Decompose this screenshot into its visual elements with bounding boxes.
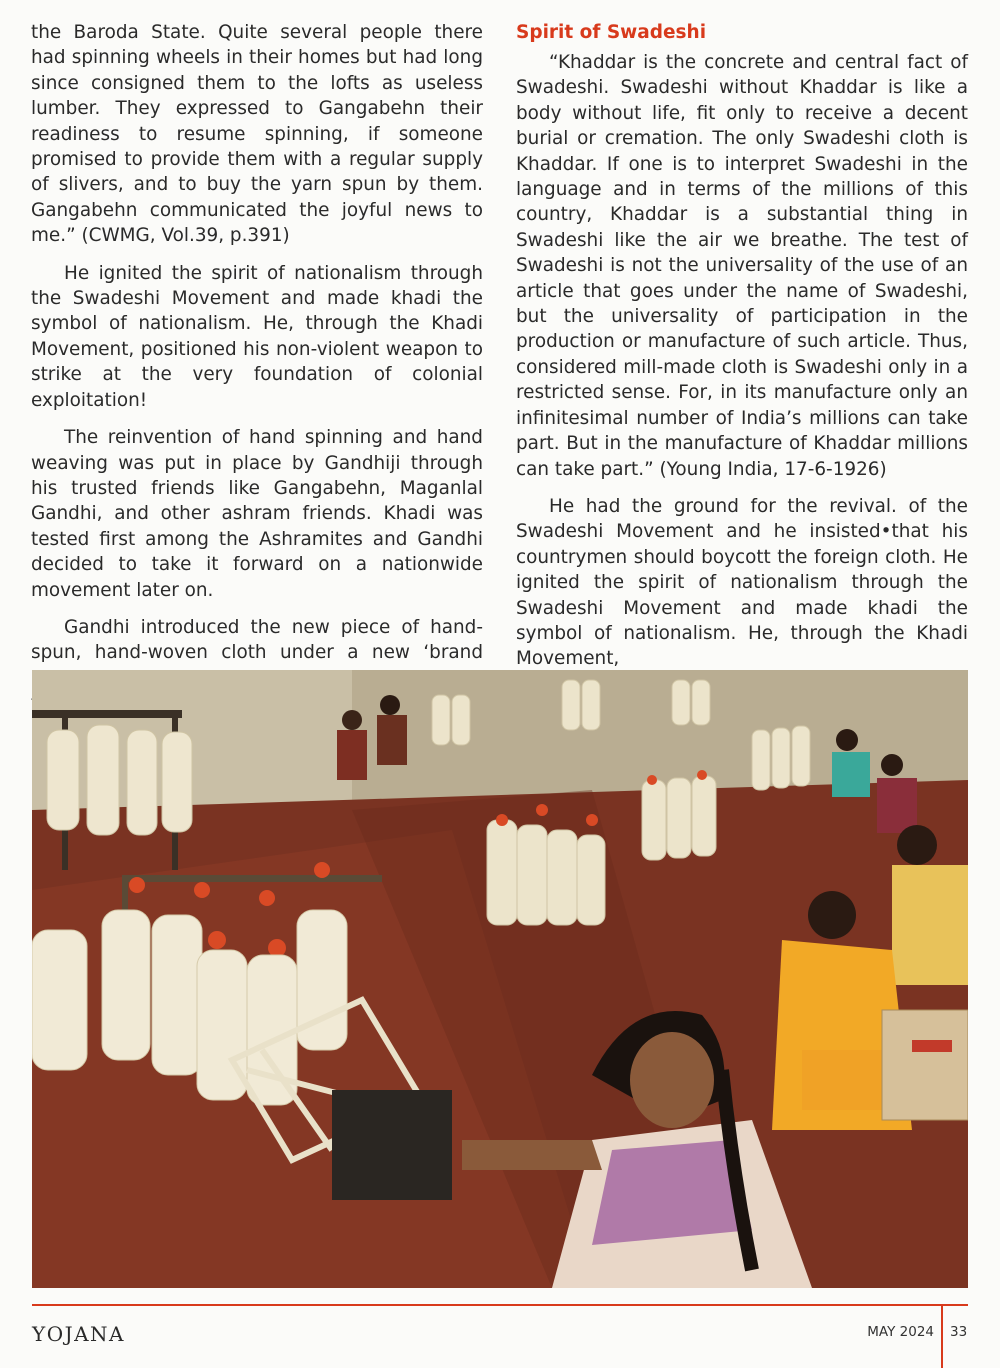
left-paragraph-1: the Baroda State. Quite several people there had spinning wheels in their homes but had long since consigned them to the lofts as useless lumber. They expressed to Gangabehn their readiness to resume spinning, if someone promised to provide them with a regular supply of slivers, and to buy the yarn spun by them. Gangabehn communicated the joyful news to me.” (CWMG, Vol.39, p.391) xyxy=(31,22,483,247)
footer-rule xyxy=(32,1304,968,1306)
cardboard-box xyxy=(882,1010,968,1120)
magazine-name: YOJANA xyxy=(32,1322,126,1346)
left-paragraph-3: The reinvention of hand spinning and hand weaving was put in place by Gandhiji through his trusted friends like Gangabehn, Maganlal Gandhi, and other ashram friends. Khadi was tested first among the Ashramites and Gandhi decided to take it forward on a nationwide movement later on. xyxy=(31,427,483,601)
yarn-bobbins-left xyxy=(47,725,192,835)
footer-separator xyxy=(941,1306,943,1368)
right-column xyxy=(516,20,968,684)
spinning-workshop-photo xyxy=(32,670,968,1288)
section-heading: Spirit of Swadeshi xyxy=(516,22,707,43)
issue-date: MAY 2024 xyxy=(867,1324,934,1340)
photo-illustration xyxy=(32,670,968,1288)
right-paragraph-1: “Khaddar is the concrete and central fact of Swadeshi. Swadeshi without Khaddar is like a body without life, fit only to receive a decent burial or cremation. The only Swadeshi cloth is Khaddar. If one is to interpret Swadeshi in the language and in terms of the millions of this country, Khaddar is a substantial thing in Swadeshi like the air we breathe. The test of Swadeshi is not the universality of the use of an article that goes under the name of Swadeshi, but the universality of participation in the production or manufacture of such article. Thus, considered mill-made cloth is Swadeshi only in a restricted sense. For, in its manufacture only an infinitesimal number of India’s millions can take part. But in the manufacture of Khaddar millions can take part.” (Young India, 17-6-1926) xyxy=(516,52,968,480)
right-paragraph-2: He had the ground for the revival. of the Swadeshi Movement and he insisted•that his countrymen should boycott the foreign cloth. He ignited the spirit of nationalism through the Swadeshi Movement and made khadi the symbol of nationalism. He, through the Khadi Movement, xyxy=(516,495,968,670)
page-number: 33 xyxy=(950,1324,968,1340)
spinning-machine-front xyxy=(332,1090,452,1200)
left-column xyxy=(31,20,483,729)
left-paragraph-4: Gandhi introduced the new piece of hand-spun, hand-woven cloth under a new ‘brand xyxy=(31,616,483,664)
left-paragraph-2: He ignited the spirit of nationalism through the Swadeshi Movement and made khadi the symbol of nationalism. He, through the Khadi Movement, positioned his non-violent weapon to strike at the very foundation of colonial exploitation! xyxy=(31,262,483,411)
